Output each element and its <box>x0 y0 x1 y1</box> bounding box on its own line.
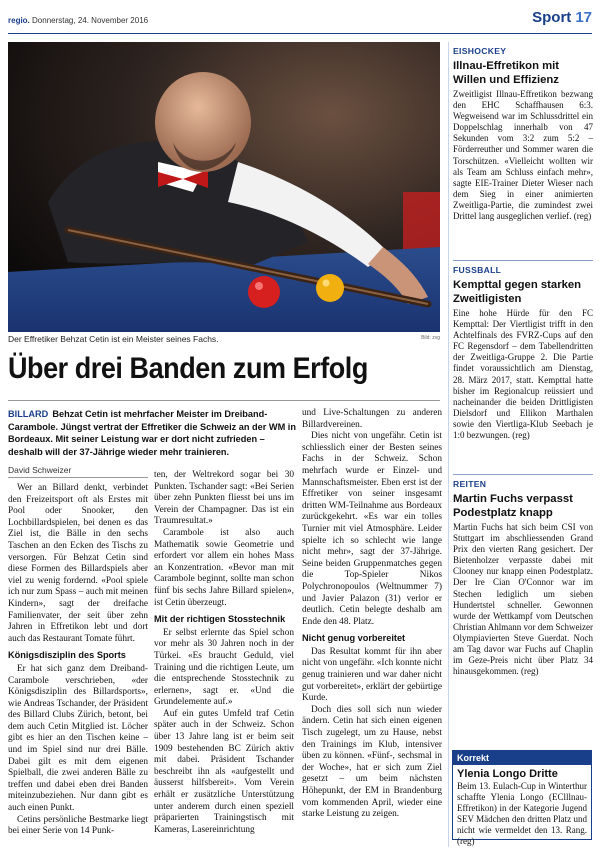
date-text: Donnerstag, 24. November 2016 <box>32 16 149 25</box>
article-column-1 <box>8 483 148 838</box>
paragraph: Er hat sich ganz dem Dreiband-Carambole verschrieben, «der Königsdisziplin des Billardsports», wie Andreas Tschander, der Präsident des Billard Clubs Zürich, betont, bei dem auch Cetin Mitglied ist. Löcher gibt es hier an den Tischen keine – und im Spiel sind nur drei Bälle. Dabei gilt es mit dem eigenen Spielball, die zwei anderen Bälle zu treffen und dabei eben drei Banden miteinzubeziehen. Nur dann gibt es auch einen Punkt. <box>8 663 148 814</box>
news-body: Martin Fuchs hat sich beim CSI von Stuttgart im abschliessenden Grand Prix den vierten Rang gesichert. Der Bietenholzer verpasste dabei mit Clooney nur knapp einen Podestplatz. Der Ire Cian O'Connor war im Stechen lediglich um sieben Hundertstel schneller. Gewonnen wurde der Wettkampf vom Deutschen Christian Ahlmann vor dem Schweizer Olympiavierten Steve Guerdat. Noch am Tag davor war Fuchs auf Chaplin im Geze-Preis nicht über Platz 34 hinausgekommen. (reg) <box>453 522 593 677</box>
news-headline: Illnau-Effretikon mit Willen und Effizienz <box>453 60 560 86</box>
correction-box <box>452 750 592 846</box>
subheading: Mit der richtigen Stosstechnik <box>154 614 286 625</box>
article-lead <box>8 408 296 458</box>
page-number: 17 <box>575 9 592 26</box>
news-sidebar <box>448 42 594 847</box>
page-header <box>8 6 592 34</box>
divider <box>8 400 440 401</box>
paragraph: Doch dies soll sich nun wieder ändern. Cetin hat sich einen eigenen Tisch zugelegt, um zu Hause, nebst den Trainings im Klub, intensiver üben zu können. «Fünf-, sechsmal in der Woche», hat er sich zum Ziel gesetzt – um beim nächsten Höhepunkt, der EM in Brandenburg vom kommenden April, wieder eine starke Leistung zu zeigen. <box>302 704 442 820</box>
paragraph: Er selbst erlernte das Spiel schon vor mehr als 30 Jahren noch in der Türkei. «Es braucht Geduld, viel Training und die richtigen Leute, um die entsprechende Stosstechnik zu erlernen», sagt er. «Und die Grundelemente auf.» <box>154 627 294 708</box>
article-column-2 <box>154 470 294 836</box>
photo-illustration <box>8 42 440 332</box>
news-headline: Kempttal gegen starken Zweitligisten <box>453 279 582 305</box>
paragraph: Das Resultat kommt für ihn aber nicht von ungefähr. «Ich konnte nicht genug trainieren und war daher nicht gut vorbereitet», erklärt der gebürtige Kurde. <box>302 646 442 704</box>
lead-text: Behzat Cetin ist mehrfacher Meister im Dreiband-Carambole. Jüngst vertrat der Effretiker die Schweiz an der WM in Bordeaux. Mit seiner Leistung war er dort nicht zufrieden – deshalb will der 37-Jährige wieder mehr trainieren. <box>8 409 296 457</box>
paragraph: und Live-Schaltungen zu anderen Billardvereinen. <box>302 408 442 430</box>
issue-date <box>8 16 148 25</box>
section-name: Sport <box>532 9 572 26</box>
news-tag: FUSSBALL <box>453 265 502 275</box>
article-kicker: BILLARD <box>8 409 49 419</box>
divider <box>453 260 593 261</box>
subheading: Nicht genug vorbereitet <box>302 633 406 644</box>
paragraph: Cetins persönliche Bestmarke liegt bei einer Serie von 14 Punk- <box>8 814 148 837</box>
news-tag: REITEN <box>453 479 487 489</box>
correction-body: Beim 13. Eulach-Cup in Winterthur schaffte Ylenia Longo (EClllnau-Effretikon) in der Kategorie Jugend SEV Mädchen den dritten Platz und nicht wie vermeldet den 13. Rang. (reg) <box>457 781 587 846</box>
subheading: Königsdisziplin des Sports <box>8 650 126 661</box>
section-label <box>532 9 592 26</box>
paragraph: Wer an Billard denkt, verbindet den Freizeitsport oft als Erstes mit Pool oder Snooker, den Lochbillardspielen, bei denen es das Ziel ist, die Bälle in den sechs Taschen an den Ecken des Tischs zu versorgen. Für Behzat Cetin sind diese Formen des Billardspiels aber viel zu wenig fordernd. «Pool spiele ich nur zum Spass – auch mit meinen Kindern», sagt der dreifache Familienvater, der seit über zehn Jahren in Effretikon lebt und dort auch das Restaurant Tomate führt. <box>8 483 148 644</box>
correction-headline: Ylenia Longo Dritte <box>457 768 558 780</box>
author-byline: David Schweizer <box>8 465 72 475</box>
news-body: Eine hohe Hürde für den FC Kempttal: Der Viertligist trifft in den Achtelfinals des FVRZ-Cups auf den FC Regensdorf – dem Tabellendritten der Zweitliga-Gruppe 2. Die Partie findet voraussichtlich am Dienstag, 28. März 2017, statt. Kempttal hatte bisher im Regionalcup reüssiert und nacheinander die beiden Drittligisten Dielsdorf und Ellikon Marthalen sowie den Viertliga-Klub Seebach je 1:0 bezwungen. (reg) <box>453 308 593 441</box>
divider <box>8 477 148 478</box>
paragraph: Dies nicht von ungefähr. Cetin ist schliesslich einer der Besten seines Fachs in der Schweiz. Schon mehrfach wurde er Einzel- und Mannschaftsmeister. Eben erst ist der Effretiker von seiner insgesamt dritten WM-Teilnahme aus Bordeaux zurückgekehrt. «Es war ein tolles Turnier mit viel Atmosphäre. Leider spielte ich so schlecht wie lange nicht mehr», sagt der 37-Jährige. Seine beiden Gruppenmatches gegen die Top-Spieler Nikos Polychronopoulos (Weltnummer 7) und Javier Palazon (31) verlor er deutlich. Cetin belegte deshalb am Ende den 48. Platz. <box>302 431 442 627</box>
article-headline: Über drei Banden zum Erfolg <box>8 352 368 385</box>
news-item <box>453 265 593 441</box>
divider <box>453 474 593 475</box>
paragraph: Auf ein gutes Umfeld traf Cetin später auch in der Schweiz. Schon über 13 Jahre lang ist er beim seit 1909 bestehenden BC Zürich aktiv mit dabei. Präsident Tschander beschreibt ihn als «aufgestellt und äusserst hilfsbereit». Vom Verein erhält er zusätzliche Unterstützung unter anderem durch einen speziell präparierten Trainingstisch mit Kameras, Lasereinrichtung <box>154 708 294 835</box>
photo-caption <box>8 334 440 344</box>
paper-name: regio. <box>8 16 30 25</box>
news-body: Zweitligist Illnau-Effretikon bezwang den EHC Schaffhausen 6:3. Wegweisend war im Schlussdrittel ein Doppelschlag innerhalb von 47 Sekunden vom 3:2 zum 5:2 – Förderreuther und Sommer waren die Torschützen. «Vielleicht wollten wir als Team am Schluss einfach mehr», sagte EIE-Trainer Dieter Wieser nach dem Sieg in einer animierten Zweitliga-Partie, die zumindest zwei Drittel lang ausgeglichen verlief. (reg) <box>453 89 593 222</box>
news-headline: Martin Fuchs verpasst Podestplatz knapp <box>453 493 573 519</box>
news-item <box>453 46 593 222</box>
correction-label: Korrekt <box>453 751 591 765</box>
paragraph: Carambole ist also auch Mathematik sowie Geometrie und erfordert vor allem ein hohes Mass an Konzentration. «Bevor man mit Carambole beginnt, sollte man schon fünf bis sechs Jahre Billard spielen», ist Cetin überzeugt. <box>154 527 294 608</box>
news-tag: EISHOCKEY <box>453 46 507 56</box>
photo-credit: Bild: zvg <box>421 335 440 341</box>
news-item <box>453 479 593 677</box>
billiard-player-photo <box>8 42 440 332</box>
article-column-3 <box>302 408 442 821</box>
caption-text: Der Effretiker Behzat Cetin ist ein Meister seines Fachs. <box>8 334 219 344</box>
paragraph: ten, der Weltrekord sogar bei 30 Punkten. Tschander sagt: «Bei Serien über zehn Punkten fliesst bei uns im Verein der Champagner. Das ist ein Traumresultat.» <box>154 470 294 527</box>
